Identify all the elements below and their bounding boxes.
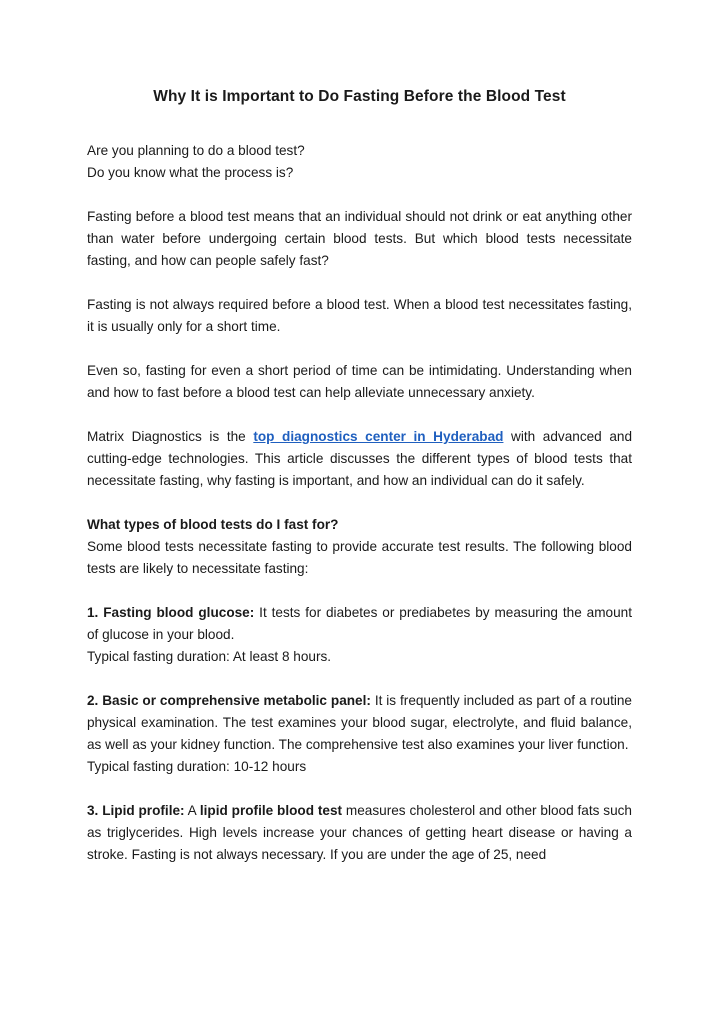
list-item-text: It tests for diabetes or prediabetes by measuring the amount of glucose in your blood. (87, 605, 632, 642)
document-page (87, 88, 632, 888)
list-item-text: It is frequently included as part of a routine physical examination. The test examines your blood sugar, electrolyte, and fluid balance, as well as your kidney function. The comprehensive test also examines your liver function. (87, 693, 632, 752)
list-item-duration: Typical fasting duration: 10-12 hours (87, 759, 307, 774)
lipid-profile-term: lipid profile blood test (199, 803, 343, 818)
diagnostics-center-link[interactable]: top diagnostics center in Hyderabad (253, 429, 504, 444)
list-item-lipid-profile (87, 800, 632, 866)
list-item-text: measures cholesterol and other blood fats such as triglycerides. High levels increase your chances of getting heart disease or having a stroke. Fasting is not always necessary. If you are under the age of 25, need (87, 803, 632, 862)
paragraph-fasting-definition: Fasting before a blood test means that an individual should not drink or eat anything other than water before undergoing certain blood tests. But which blood tests necessitate fasting, and how can people safely fast? (87, 209, 632, 268)
document-title: Why It is Important to Do Fasting Before the Blood Test (153, 88, 566, 105)
paragraph-matrix-diagnostics (87, 426, 632, 492)
list-item-label: 1. Fasting blood glucose: (87, 605, 255, 620)
intro-question-2: Do you know what the process is? (87, 165, 294, 180)
list-item-label: 3. Lipid profile: (87, 803, 185, 818)
list-item-metabolic-panel (87, 690, 632, 778)
list-item-duration: Typical fasting duration: At least 8 hours. (87, 649, 332, 664)
p4-after-text: with advanced and cutting-edge technologies. This article discusses the different types of blood tests that necessitate fasting, why fasting is important, and how an individual can do it safely. (87, 429, 633, 488)
intro-questions (87, 140, 632, 184)
list-item-fasting-blood-glucose (87, 602, 632, 668)
p4-before-text: Matrix Diagnostics is the (87, 429, 254, 444)
section-fasting-types (87, 514, 632, 580)
section-heading: What types of blood tests do I fast for? (87, 517, 339, 532)
paragraph-intimidating: Even so, fasting for even a short period of time can be intimidating. Understanding when and how to fast before a blood test can help alleviate unnecessary anxiety. (87, 363, 632, 400)
section-text: Some blood tests necessitate fasting to provide accurate test results. The following blood tests are likely to necessitate fasting: (87, 539, 632, 576)
intro-question-1: Are you planning to do a blood test? (87, 143, 305, 158)
list-item-pre-text: A (184, 803, 200, 818)
paragraph-not-always-required: Fasting is not always required before a blood test. When a blood test necessitates fasting, it is usually only for a short time. (87, 297, 632, 334)
list-item-label: 2. Basic or comprehensive metabolic panel: (87, 693, 371, 708)
